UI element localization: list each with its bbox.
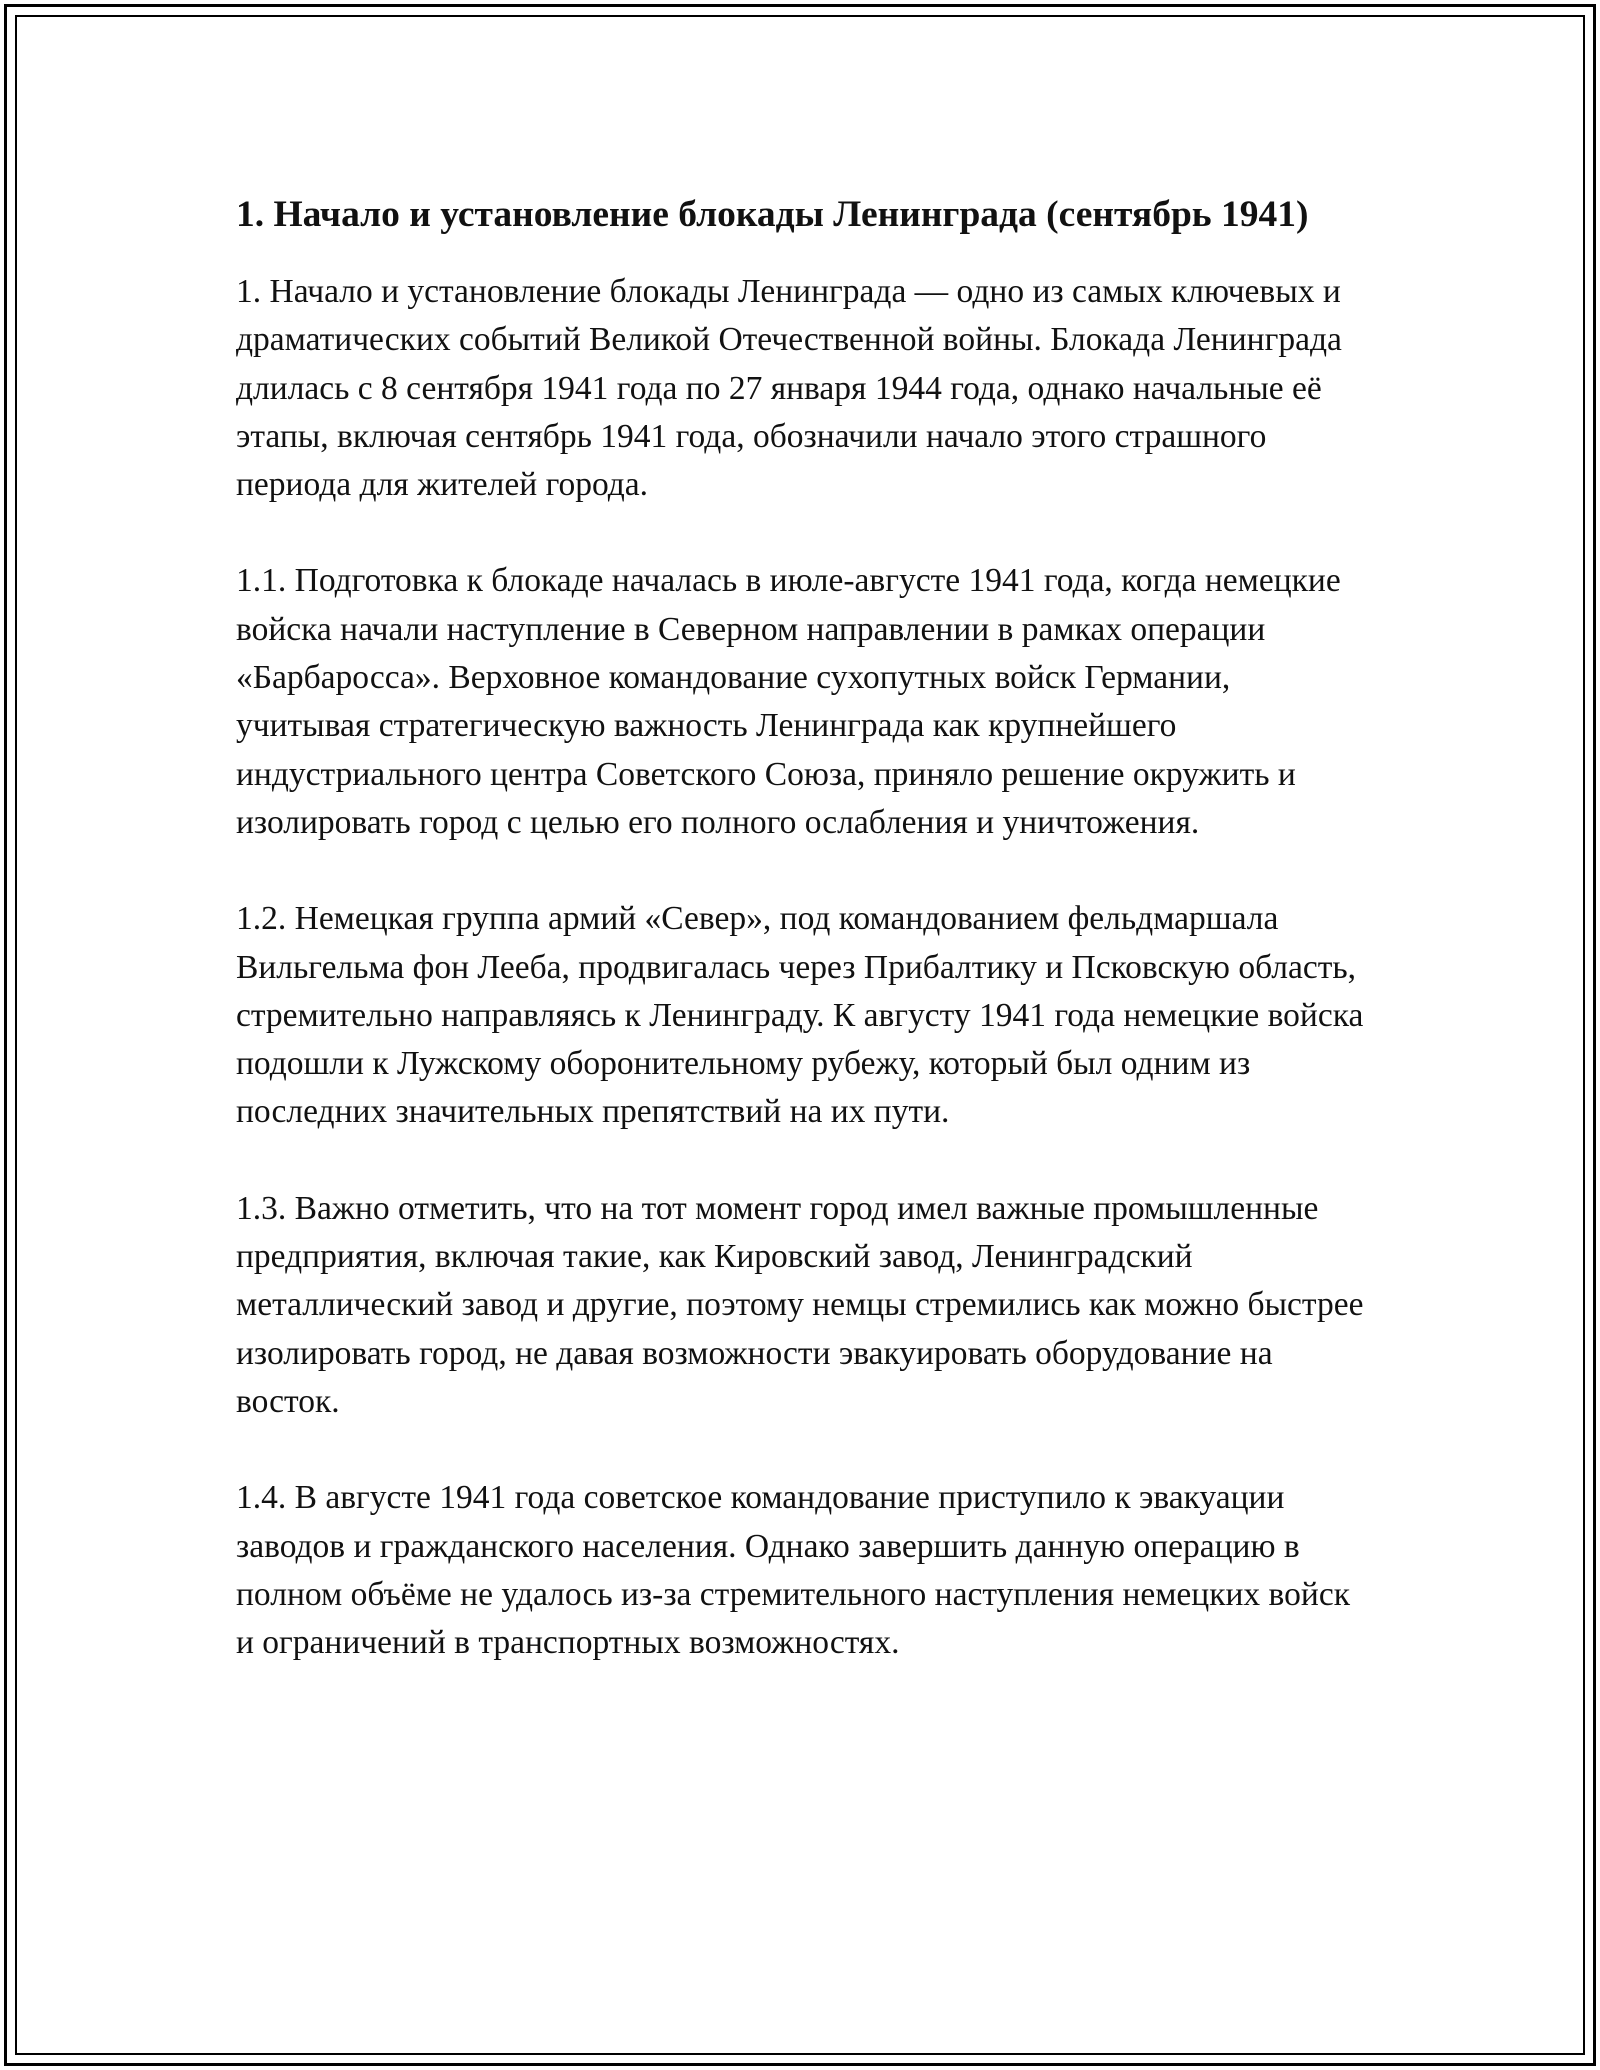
paragraph-1-2: 1.2. Немецкая группа армий «Север», под командованием фельдмаршала Вильгельма фон Лееба, продвигалась через Прибалтику и Псковскую область, стремительно направляясь к Ленинграду. К августу 1941 года немецкие войска подошли к Лужскому оборонительному рубежу, который был одним из последних значительных препятствий на их пути.	[236, 900, 1364, 1131]
paragraph-intro: 1. Начало и установление блокады Ленинграда — одно из самых ключевых и драматических событий Великой Отечественной войны. Блокада Ленинграда длилась с 8 сентября 1941 года по 27 января 1944 года, однако начальные её этапы, включая сентябрь 1941 года, обозначили начало этого страшного периода для жителей города.	[236, 273, 1342, 504]
document-body	[236, 188, 1366, 1715]
section-heading: 1. Начало и установление блокады Ленинграда (сентябрь 1941)	[236, 194, 1309, 235]
paragraph-1-4: 1.4. В августе 1941 года советское командование приступило к эвакуации заводов и гражданского населения. Однако завершить данную операцию в полном объёме не удалось из-за стремительного наступления немецких войск и ограничений в транспортных возможностях.	[236, 1479, 1350, 1662]
paragraph-1-3: 1.3. Важно отметить, что на тот момент город имел важные промышленные предприятия, включая такие, как Кировский завод, Ленинградский металлический завод и другие, поэтому немцы стремились как можно быстрее изолировать город, не давая возможности эвакуировать оборудование на восток.	[236, 1189, 1364, 1420]
paragraph-1-1: 1.1. Подготовка к блокаде началась в июле-августе 1941 года, когда немецкие войска начали наступление в Северном направлении в рамках операции «Барбаросса». Верховное командование сухопутных войск Германии, учитывая стратегическую важность Ленинграда как крупнейшего индустриального центра Советского Союза, приняло решение окружить и изолировать город с целью его полного ослабления и уничтожения.	[236, 562, 1341, 841]
